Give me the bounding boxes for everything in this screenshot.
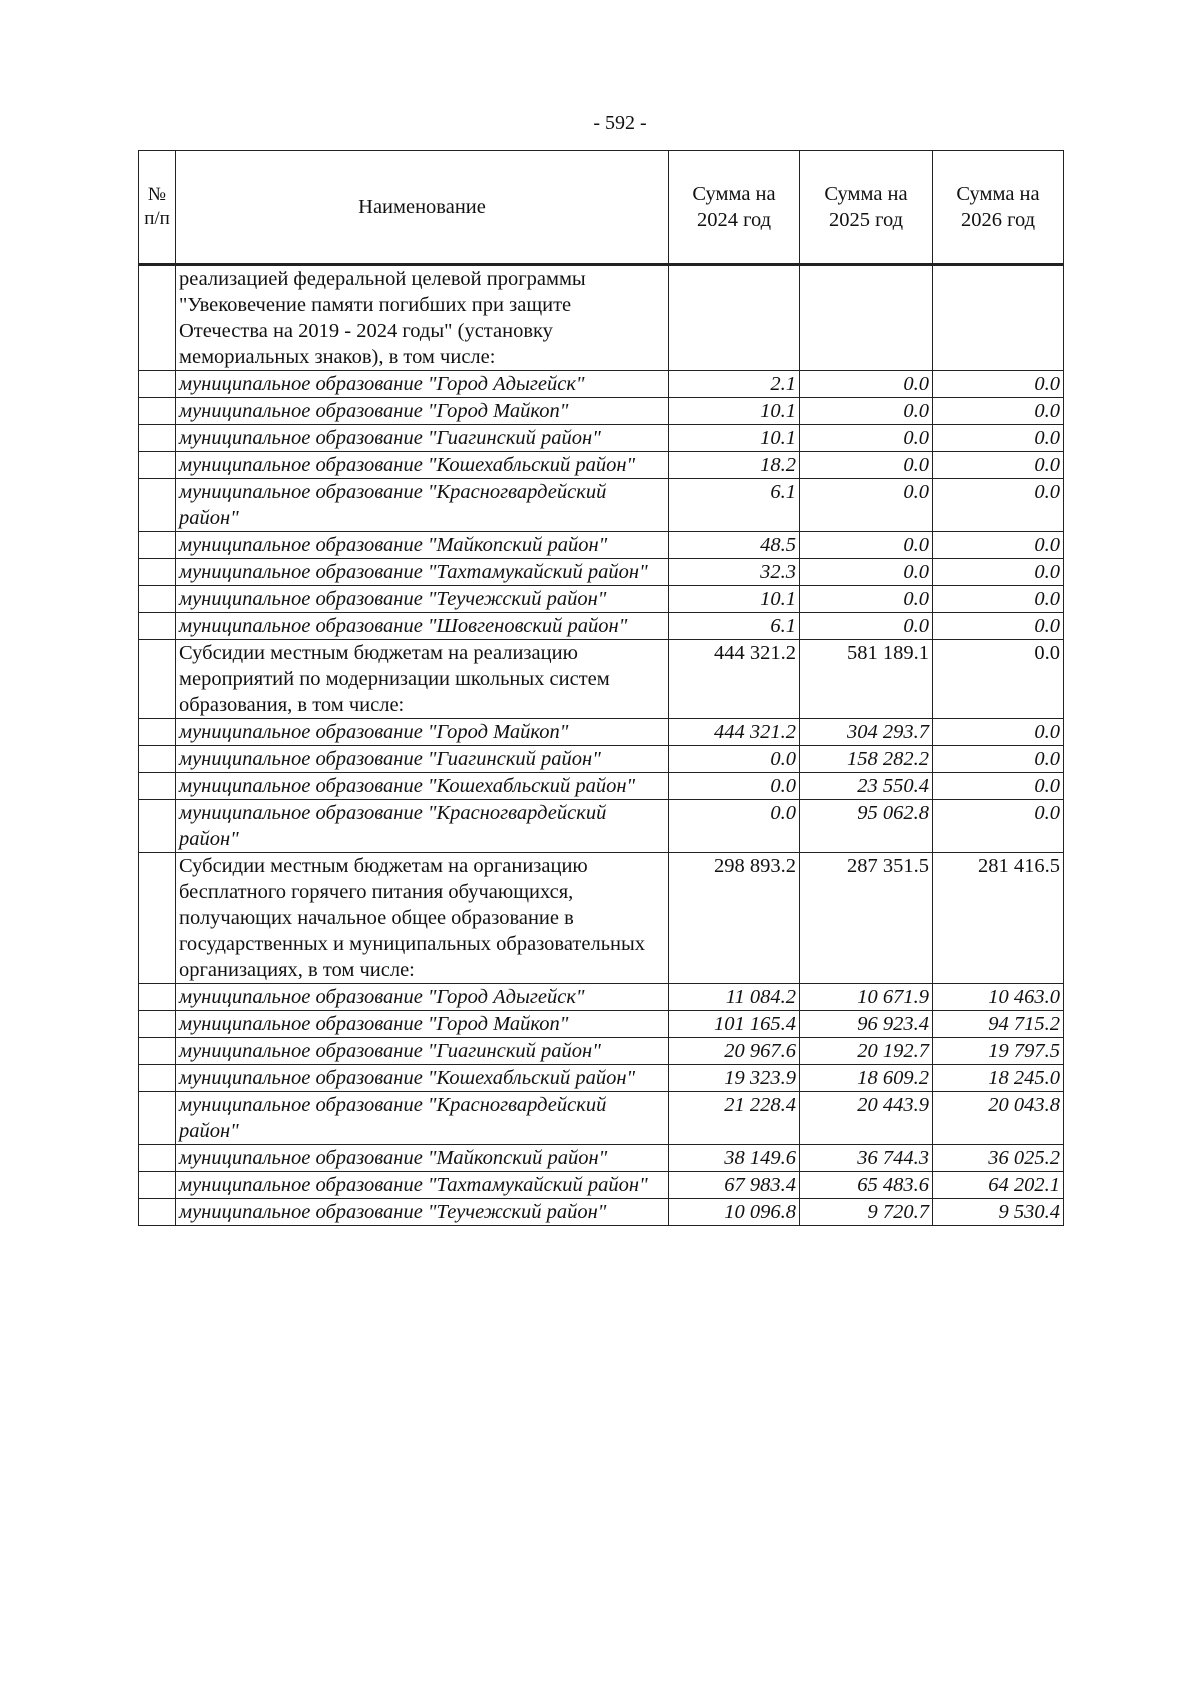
value-2024-cell: 444 321.2 bbox=[669, 640, 800, 719]
row-number-cell bbox=[139, 1092, 176, 1145]
row-number-cell bbox=[139, 1199, 176, 1226]
value-2026-cell: 10 463.0 bbox=[933, 984, 1064, 1011]
value-2025-cell: 23 550.4 bbox=[800, 773, 933, 800]
row-number-cell bbox=[139, 719, 176, 746]
value-2025-cell: 0.0 bbox=[800, 398, 933, 425]
row-number-cell bbox=[139, 479, 176, 532]
row-name-cell: муниципальное образование "Теучежский район" bbox=[176, 586, 669, 613]
value-2026-cell: 0.0 bbox=[933, 800, 1064, 853]
value-2025-cell: 18 609.2 bbox=[800, 1065, 933, 1092]
value-2025-cell: 0.0 bbox=[800, 586, 933, 613]
value-2025-cell: 9 720.7 bbox=[800, 1199, 933, 1226]
value-2024-cell: 38 149.6 bbox=[669, 1145, 800, 1172]
value-2026-cell: 0.0 bbox=[933, 425, 1064, 452]
row-number-cell bbox=[139, 265, 176, 371]
value-2024-cell: 67 983.4 bbox=[669, 1172, 800, 1199]
table-row bbox=[139, 1011, 1064, 1038]
row-name-cell: муниципальное образование "Город Майкоп" bbox=[176, 719, 669, 746]
row-name-cell: муниципальное образование "Майкопский район" bbox=[176, 532, 669, 559]
value-2024-cell: 48.5 bbox=[669, 532, 800, 559]
value-2026-cell: 0.0 bbox=[933, 398, 1064, 425]
value-2024-cell: 298 893.2 bbox=[669, 853, 800, 984]
value-2024-cell bbox=[669, 265, 800, 371]
row-name-cell: муниципальное образование "Шовгеновский район" bbox=[176, 613, 669, 640]
table-row bbox=[139, 371, 1064, 398]
header-2025: Сумма на 2025 год bbox=[800, 151, 933, 265]
value-2026-cell: 36 025.2 bbox=[933, 1145, 1064, 1172]
value-2024-cell: 444 321.2 bbox=[669, 719, 800, 746]
value-2025-cell: 0.0 bbox=[800, 613, 933, 640]
value-2024-cell: 21 228.4 bbox=[669, 1092, 800, 1145]
value-2025-cell: 0.0 bbox=[800, 559, 933, 586]
header-2026: Сумма на 2026 год bbox=[933, 151, 1064, 265]
value-2026-cell: 0.0 bbox=[933, 452, 1064, 479]
row-number-cell bbox=[139, 559, 176, 586]
row-name-cell: муниципальное образование "Город Адыгейск" bbox=[176, 984, 669, 1011]
table-row bbox=[139, 586, 1064, 613]
value-2025-cell: 20 443.9 bbox=[800, 1092, 933, 1145]
value-2026-cell: 0.0 bbox=[933, 640, 1064, 719]
table-row bbox=[139, 559, 1064, 586]
value-2026-cell: 94 715.2 bbox=[933, 1011, 1064, 1038]
table-row bbox=[139, 265, 1064, 371]
table-row bbox=[139, 640, 1064, 719]
value-2025-cell: 158 282.2 bbox=[800, 746, 933, 773]
value-2025-cell: 581 189.1 bbox=[800, 640, 933, 719]
table-row bbox=[139, 1199, 1064, 1226]
value-2026-cell: 64 202.1 bbox=[933, 1172, 1064, 1199]
row-name-cell: муниципальное образование "Город Адыгейск" bbox=[176, 371, 669, 398]
value-2025-cell: 304 293.7 bbox=[800, 719, 933, 746]
row-number-cell bbox=[139, 984, 176, 1011]
value-2024-cell: 0.0 bbox=[669, 773, 800, 800]
table-header-row bbox=[139, 151, 1064, 265]
table-row bbox=[139, 1065, 1064, 1092]
value-2025-cell bbox=[800, 265, 933, 371]
value-2025-cell: 0.0 bbox=[800, 479, 933, 532]
row-number-cell bbox=[139, 640, 176, 719]
row-name-cell: муниципальное образование "Кошехабльский район" bbox=[176, 773, 669, 800]
row-name-cell: муниципальное образование "Кошехабльский район" bbox=[176, 1065, 669, 1092]
value-2024-cell: 32.3 bbox=[669, 559, 800, 586]
row-number-cell bbox=[139, 586, 176, 613]
value-2025-cell: 10 671.9 bbox=[800, 984, 933, 1011]
row-number-cell bbox=[139, 425, 176, 452]
table-row bbox=[139, 452, 1064, 479]
value-2024-cell: 20 967.6 bbox=[669, 1038, 800, 1065]
row-name-cell: Субсидии местным бюджетам на реализацию мероприятий по модернизации школьных систем образования, в том числе: bbox=[176, 640, 669, 719]
value-2026-cell: 0.0 bbox=[933, 479, 1064, 532]
value-2024-cell: 10.1 bbox=[669, 586, 800, 613]
value-2024-cell: 18.2 bbox=[669, 452, 800, 479]
row-name-cell: муниципальное образование "Красногвардейский район" bbox=[176, 800, 669, 853]
row-number-cell bbox=[139, 452, 176, 479]
table-row bbox=[139, 773, 1064, 800]
row-name-cell: муниципальное образование "Гиагинский район" bbox=[176, 746, 669, 773]
header-number: № п/п bbox=[139, 151, 176, 265]
row-name-cell: муниципальное образование "Тахтамукайский район" bbox=[176, 1172, 669, 1199]
value-2025-cell: 0.0 bbox=[800, 452, 933, 479]
table-row bbox=[139, 800, 1064, 853]
row-name-cell: муниципальное образование "Майкопский район" bbox=[176, 1145, 669, 1172]
table-row bbox=[139, 853, 1064, 984]
row-name-cell: муниципальное образование "Теучежский район" bbox=[176, 1199, 669, 1226]
row-number-cell bbox=[139, 800, 176, 853]
row-number-cell bbox=[139, 1172, 176, 1199]
row-name-cell: муниципальное образование "Город Майкоп" bbox=[176, 1011, 669, 1038]
value-2024-cell: 10.1 bbox=[669, 425, 800, 452]
table-row bbox=[139, 1145, 1064, 1172]
table-row bbox=[139, 532, 1064, 559]
row-name-cell: муниципальное образование "Тахтамукайский район" bbox=[176, 559, 669, 586]
row-number-cell bbox=[139, 1065, 176, 1092]
value-2026-cell: 281 416.5 bbox=[933, 853, 1064, 984]
value-2024-cell: 0.0 bbox=[669, 746, 800, 773]
value-2026-cell: 0.0 bbox=[933, 559, 1064, 586]
row-name-cell: реализацией федеральной целевой программы "Увековечение памяти погибших при защите Отечества на 2019 - 2024 годы" (установку мемориальных знаков), в том числе: bbox=[176, 265, 669, 371]
table-row bbox=[139, 479, 1064, 532]
value-2025-cell: 95 062.8 bbox=[800, 800, 933, 853]
header-name: Наименование bbox=[176, 151, 669, 265]
row-number-cell bbox=[139, 371, 176, 398]
row-number-cell bbox=[139, 613, 176, 640]
value-2026-cell: 0.0 bbox=[933, 719, 1064, 746]
value-2026-cell: 0.0 bbox=[933, 586, 1064, 613]
value-2025-cell: 0.0 bbox=[800, 425, 933, 452]
value-2024-cell: 6.1 bbox=[669, 613, 800, 640]
row-number-cell bbox=[139, 1038, 176, 1065]
value-2026-cell: 0.0 bbox=[933, 532, 1064, 559]
value-2026-cell: 0.0 bbox=[933, 371, 1064, 398]
row-number-cell bbox=[139, 1145, 176, 1172]
value-2026-cell: 9 530.4 bbox=[933, 1199, 1064, 1226]
row-name-cell: муниципальное образование "Гиагинский район" bbox=[176, 425, 669, 452]
value-2025-cell: 20 192.7 bbox=[800, 1038, 933, 1065]
value-2024-cell: 10.1 bbox=[669, 398, 800, 425]
row-name-cell: муниципальное образование "Красногвардейский район" bbox=[176, 1092, 669, 1145]
value-2024-cell: 10 096.8 bbox=[669, 1199, 800, 1226]
table-row bbox=[139, 398, 1064, 425]
table-row bbox=[139, 746, 1064, 773]
value-2024-cell: 6.1 bbox=[669, 479, 800, 532]
table-body bbox=[139, 265, 1064, 1226]
value-2024-cell: 2.1 bbox=[669, 371, 800, 398]
table-row bbox=[139, 984, 1064, 1011]
value-2025-cell: 96 923.4 bbox=[800, 1011, 933, 1038]
value-2026-cell: 0.0 bbox=[933, 613, 1064, 640]
header-2024: Сумма на 2024 год bbox=[669, 151, 800, 265]
row-name-cell: муниципальное образование "Красногвардейский район" bbox=[176, 479, 669, 532]
row-number-cell bbox=[139, 853, 176, 984]
table-row bbox=[139, 1092, 1064, 1145]
value-2026-cell bbox=[933, 265, 1064, 371]
row-number-cell bbox=[139, 532, 176, 559]
value-2024-cell: 101 165.4 bbox=[669, 1011, 800, 1038]
row-number-cell bbox=[139, 1011, 176, 1038]
table-row bbox=[139, 719, 1064, 746]
value-2025-cell: 36 744.3 bbox=[800, 1145, 933, 1172]
value-2026-cell: 20 043.8 bbox=[933, 1092, 1064, 1145]
row-name-cell: муниципальное образование "Кошехабльский район" bbox=[176, 452, 669, 479]
table-row bbox=[139, 613, 1064, 640]
row-name-cell: муниципальное образование "Город Майкоп" bbox=[176, 398, 669, 425]
value-2024-cell: 11 084.2 bbox=[669, 984, 800, 1011]
value-2026-cell: 19 797.5 bbox=[933, 1038, 1064, 1065]
value-2026-cell: 0.0 bbox=[933, 746, 1064, 773]
value-2025-cell: 0.0 bbox=[800, 532, 933, 559]
row-number-cell bbox=[139, 398, 176, 425]
row-number-cell bbox=[139, 746, 176, 773]
table-row bbox=[139, 1038, 1064, 1065]
budget-table bbox=[138, 150, 1064, 1226]
value-2025-cell: 0.0 bbox=[800, 371, 933, 398]
row-name-cell: Субсидии местным бюджетам на организацию бесплатного горячего питания обучающихся, получающих начальное общее образование в государственных и муниципальных образовательных организациях, в том числе: bbox=[176, 853, 669, 984]
value-2025-cell: 287 351.5 bbox=[800, 853, 933, 984]
value-2024-cell: 19 323.9 bbox=[669, 1065, 800, 1092]
page-number: - 592 - bbox=[593, 112, 647, 134]
value-2026-cell: 0.0 bbox=[933, 773, 1064, 800]
value-2024-cell: 0.0 bbox=[669, 800, 800, 853]
value-2026-cell: 18 245.0 bbox=[933, 1065, 1064, 1092]
table-row bbox=[139, 1172, 1064, 1199]
row-number-cell bbox=[139, 773, 176, 800]
value-2025-cell: 65 483.6 bbox=[800, 1172, 933, 1199]
row-name-cell: муниципальное образование "Гиагинский район" bbox=[176, 1038, 669, 1065]
table-row bbox=[139, 425, 1064, 452]
